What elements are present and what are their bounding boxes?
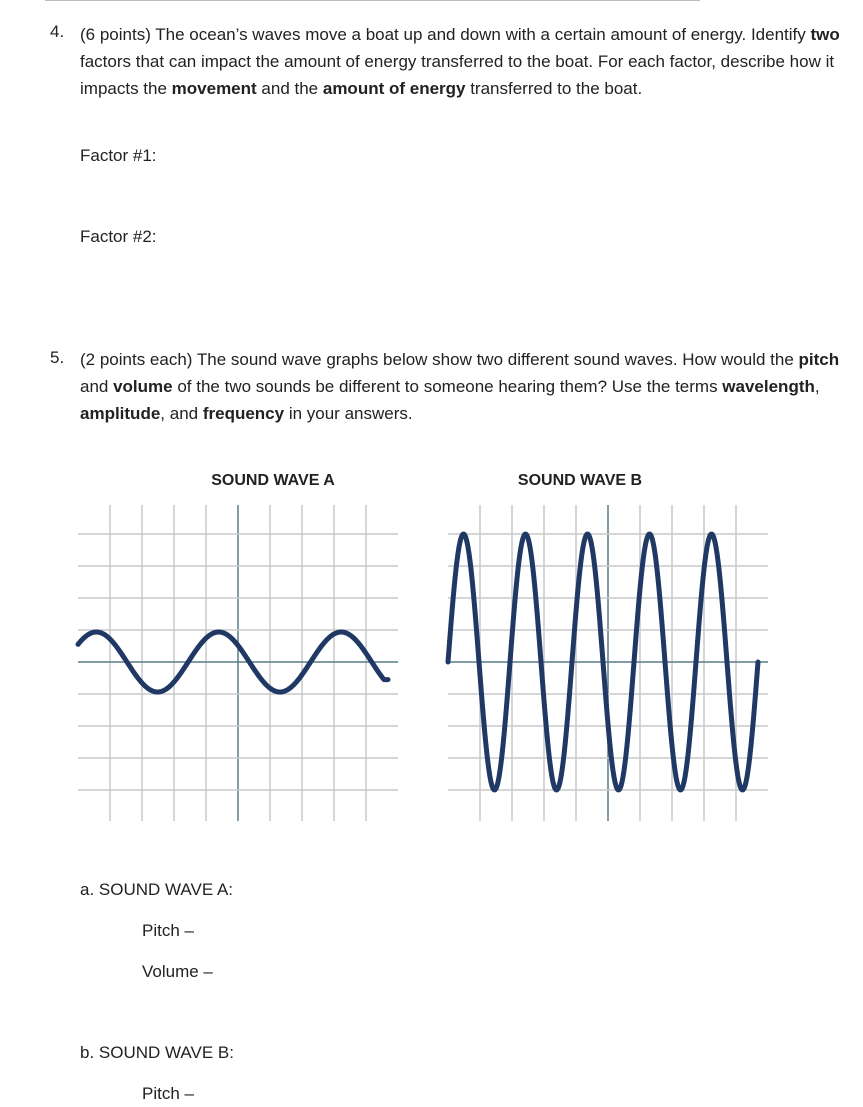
part-b-pitch: Pitch – [142, 1084, 194, 1103]
bold-term: pitch [798, 350, 840, 369]
top-rule [45, 0, 700, 1]
text-run: (2 points each) The sound wave graphs below show two different sound waves. How would the [80, 350, 799, 369]
part-a-pitch: Pitch – [142, 921, 194, 940]
part-a-volume: Volume – [142, 962, 213, 981]
text-run: in your answers. [284, 404, 413, 423]
question-4-text [80, 21, 840, 102]
part-a-label: a. SOUND WAVE A: [80, 880, 234, 899]
wave-a-title: SOUND WAVE A [211, 472, 335, 489]
factor-2-label: Factor #2: [80, 227, 157, 246]
bold-term: volume [113, 377, 173, 396]
question-5-text [80, 346, 840, 427]
question-5-number: 5. [50, 348, 65, 367]
bold-term: wavelength [722, 377, 815, 396]
wave-a-graph [78, 505, 398, 825]
question-4-number: 4. [50, 22, 65, 41]
part-b-label: b. SOUND WAVE B: [80, 1043, 234, 1062]
text-run: transferred to the boat. [465, 79, 643, 98]
text-run: and the [256, 79, 323, 98]
text-run: factors that can impact the amount of energy transferred to the boat. For each factor, describe how it impacts the [80, 52, 835, 98]
wave-b-graph [448, 505, 768, 825]
factor-1-label: Factor #1: [80, 146, 157, 165]
text-run: , [814, 377, 820, 396]
text-run: , and [160, 404, 203, 423]
text-run: (6 points) The ocean’s waves move a boat up and down with a certain amount of energy. Identify [80, 25, 811, 44]
bold-term: frequency [202, 404, 285, 423]
bold-term: movement [171, 79, 257, 98]
wave-b-title: SOUND WAVE B [517, 472, 643, 489]
text-run: of the two sounds be different to someone hearing them? Use the terms [172, 377, 723, 396]
bold-term: two [810, 25, 840, 44]
bold-term: amount of energy [322, 79, 466, 98]
bold-term: amplitude [80, 404, 161, 423]
text-run: and [80, 377, 114, 396]
